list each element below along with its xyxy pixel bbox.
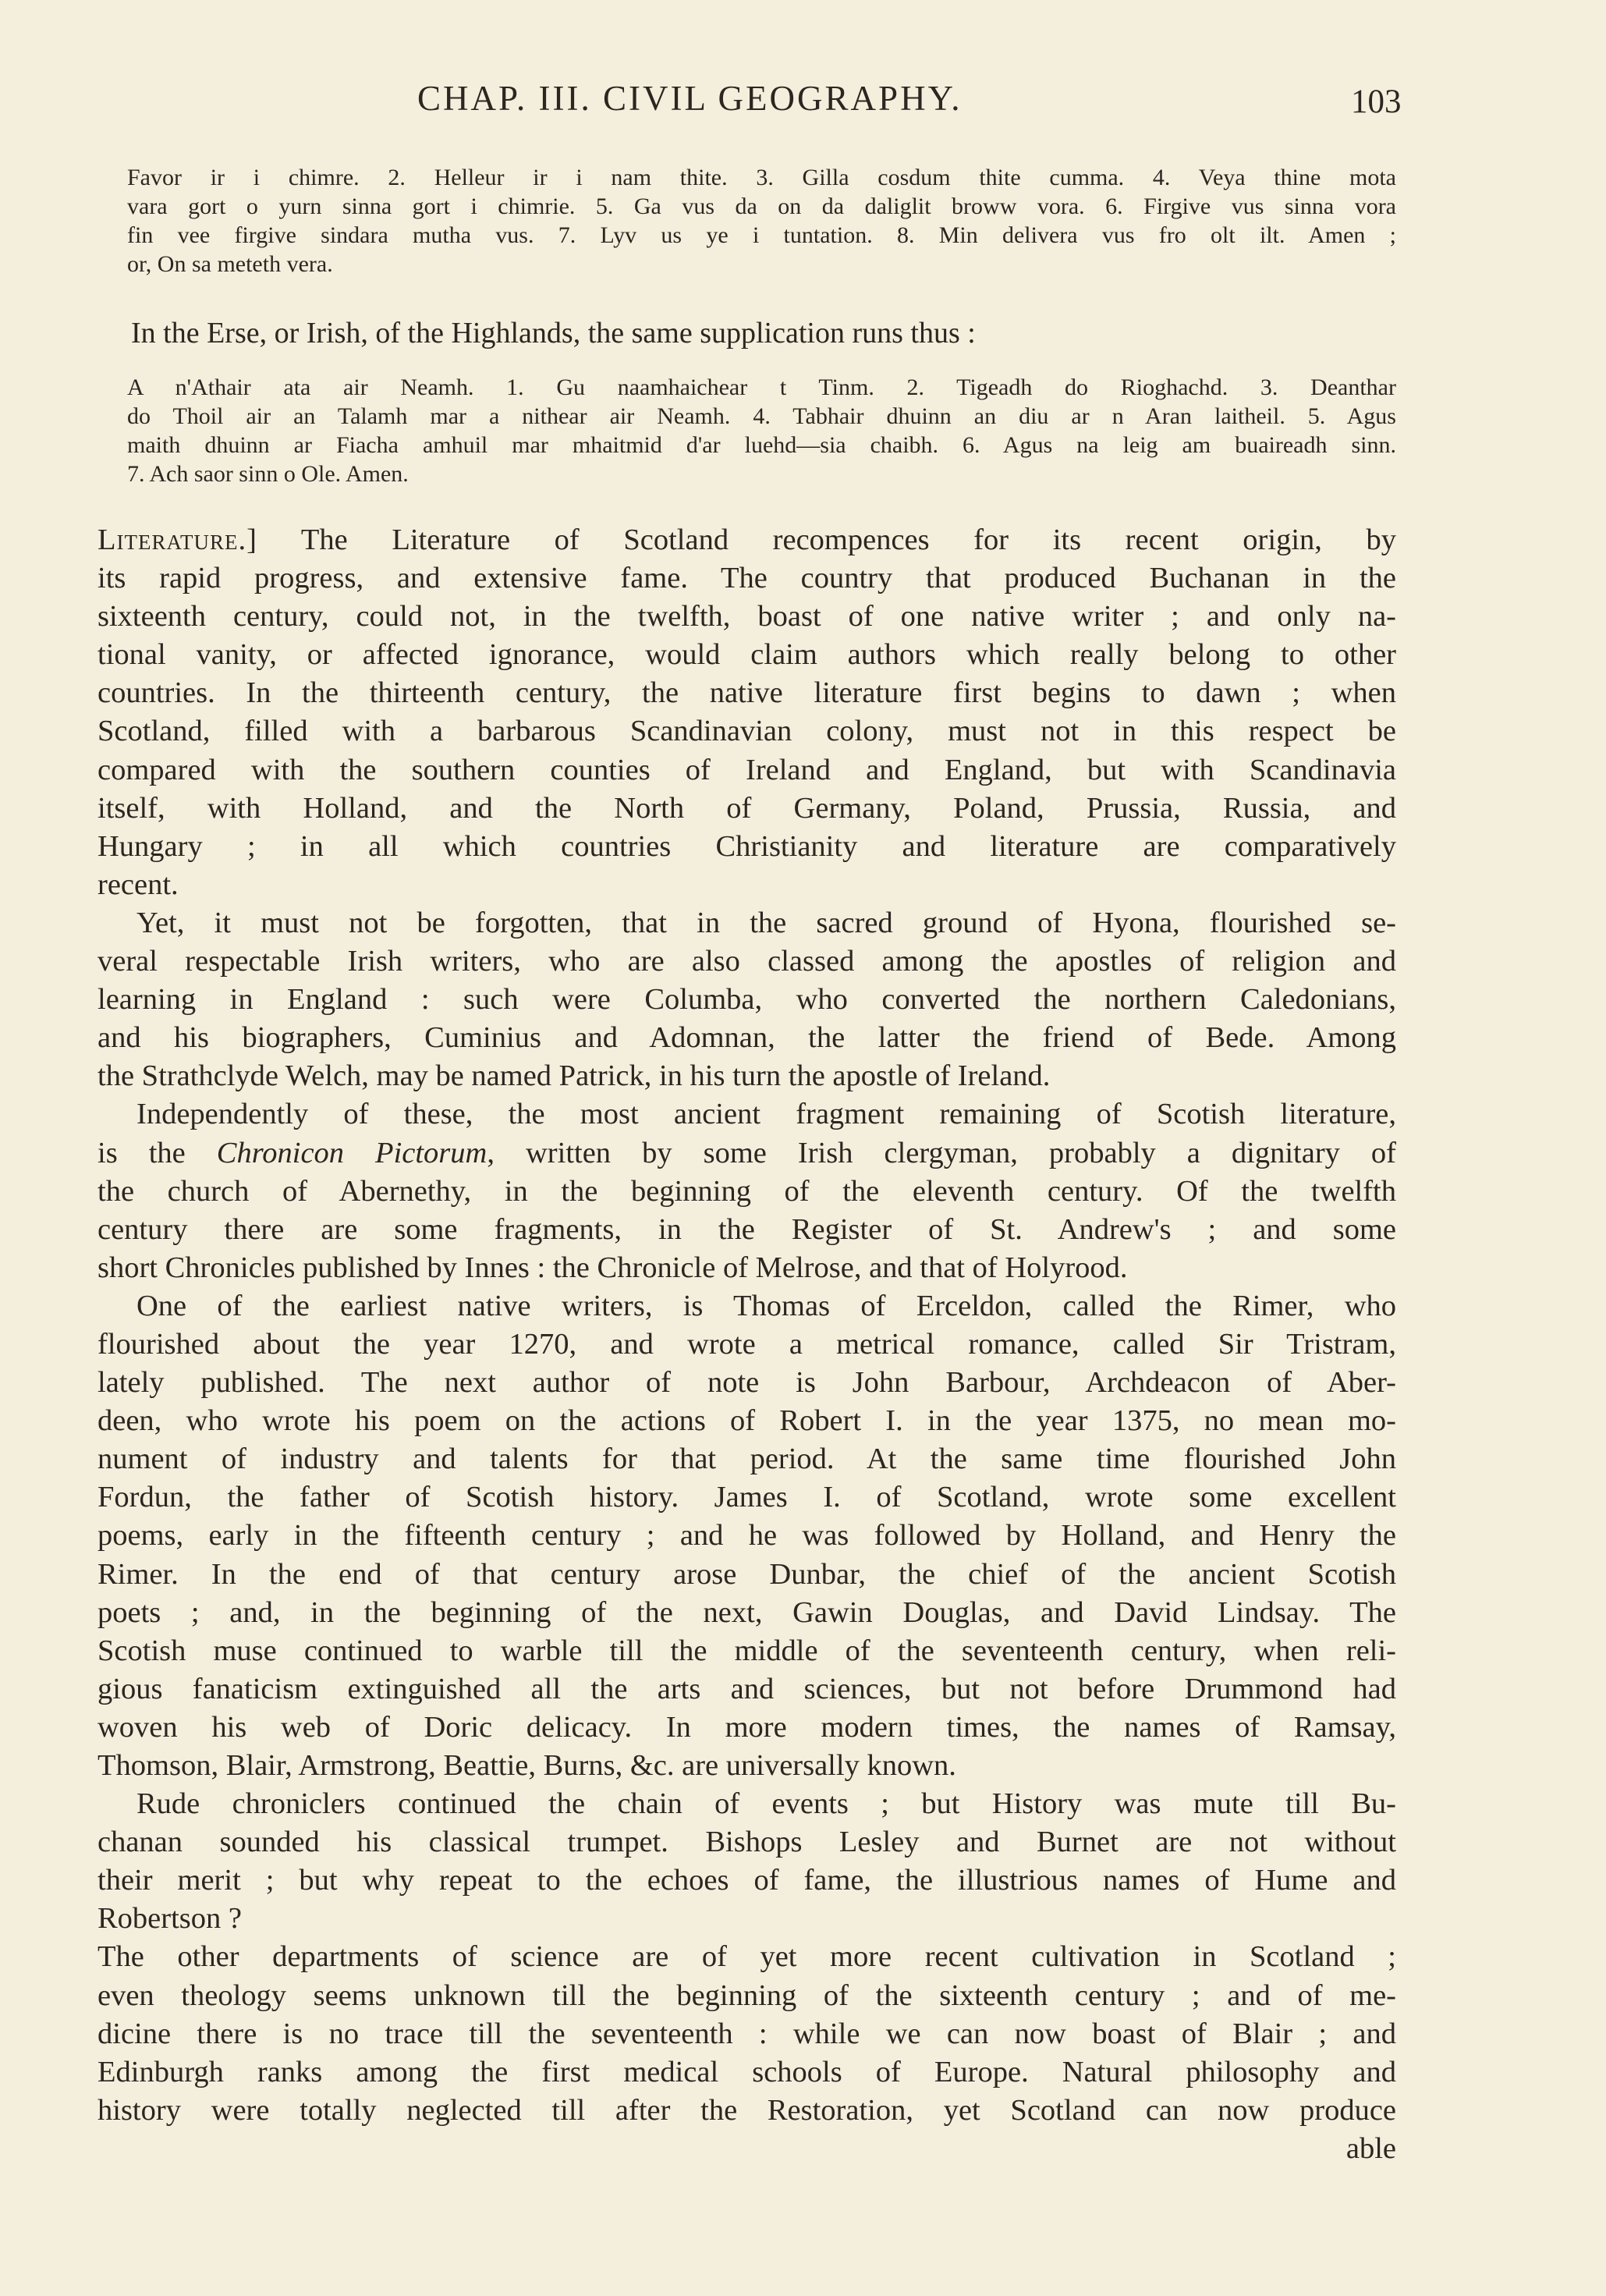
paragraph-line: short Chronicles published by Innes : the Chronicle of Melrose, and that of Holyrood. <box>97 1251 1128 1284</box>
paragraph-line: lately published. The next author of note is John Barbour, Archdeacon of Aber- <box>97 1366 1396 1400</box>
paragraph-line: veral respectable Irish writers, who are also classed among the apostles of religion and <box>97 945 1396 978</box>
paragraph-line: Robertson ? <box>97 1902 242 1936</box>
paragraph-line: learning in England : such were Columba, who converted the northern Caledonians, <box>97 983 1396 1017</box>
erse-prayer <box>127 373 1396 488</box>
page-number: 103 <box>1351 83 1402 120</box>
paragraph-line: Yet, it must not be forgotten, that in the sacred ground of Hyona, flourished se- <box>136 906 1396 939</box>
catchword: able <box>1345 2131 1396 2165</box>
literature-section <box>97 521 1396 2168</box>
paragraph-line: nument of industry and talents for that period. At the same time flourished John <box>97 1443 1396 1476</box>
paragraph-line: tional vanity, or affected ignorance, would claim authors which really belong to other <box>97 638 1396 672</box>
paragraph-line <box>97 521 1396 559</box>
running-head: CHAP. III. CIVIL GEOGRAPHY. <box>417 79 963 118</box>
paragraph-line: century there are some fragments, in the Register of St. Andrew's ; and some <box>97 1212 1396 1246</box>
paragraph-line: Scotland, filled with a barbarous Scandinavian colony, must not in this respect be <box>97 715 1396 748</box>
erse-prayer-line: A n'Athair ata air Neamh. 1. Gu naamhaichear t Tinm. 2. Tigeadh do Rioghachd. 3. Deanthar <box>127 374 1396 400</box>
paragraph-line: Rude chroniclers continued the chain of events ; but History was mute till Bu- <box>136 1787 1396 1821</box>
paragraph-text: , written by some Irish clergyman, probably a dignitary of <box>487 1136 1396 1169</box>
paragraph-line: deen, who wrote his poem on the actions of Robert I. in the year 1375, no mean mo- <box>97 1404 1396 1438</box>
paragraph-line: The other departments of science are of yet more recent cultivation in Scotland ; <box>97 1940 1396 1974</box>
paragraph-line: flourished about the year 1270, and wrote a metrical romance, called Sir Tristram, <box>97 1327 1396 1361</box>
paragraph-line: chanan sounded his classical trumpet. Bishops Lesley and Burnet are not without <box>97 1826 1396 1859</box>
paragraph-line: dicine there is no trace till the seventeenth : while we can now boast of Blair ; and <box>97 2017 1396 2050</box>
paragraph-line <box>97 1134 1396 1173</box>
paragraph-line: Rimer. In the end of that century arose Dunbar, the chief of the ancient Scotish <box>97 1557 1396 1591</box>
paragraph-text: The Literature of Scotland recompences for its recent origin, by <box>300 523 1396 556</box>
paragraph-line: history were totally neglected till after the Restoration, yet Scotland can now produce <box>97 2093 1396 2127</box>
manx-prayer-line: or, On sa meteth vera. <box>127 251 333 277</box>
paragraph-line: gious fanaticism extinguished all the arts and sciences, but not before Drummond had <box>97 1672 1396 1705</box>
manx-prayer-line: Favor ir i chimre. 2. Helleur ir i nam thite. 3. Gilla cosdum thite cumma. 4. Veya thine mota <box>127 165 1396 190</box>
section-heading: Literature.] <box>97 523 257 556</box>
paragraph-line: their merit ; but why repeat to the echoes of fame, the illustrious names of Hume and <box>97 1864 1396 1897</box>
paragraph-line: itself, with Holland, and the North of Germany, Poland, Prussia, Russia, and <box>97 791 1396 825</box>
paragraph-text: is the <box>97 1136 217 1169</box>
paragraph-line: Independently of these, the most ancient fragment remaining of Scotish literature, <box>136 1098 1396 1131</box>
paragraph-line: Edinburgh ranks among the first medical schools of Europe. Natural philosophy and <box>97 2055 1396 2088</box>
paragraph-line: the church of Abernethy, in the beginning of the eleventh century. Of the twelfth <box>97 1174 1396 1208</box>
manx-prayer-line: vara gort o yurn sinna gort i chimrie. 5. Ga vus da on da daliglit broww vora. 6. Firgive vus sinna vora <box>127 193 1396 219</box>
paragraph-line: recent. <box>97 868 179 901</box>
paragraph-line: countries. In the thirteenth century, the native literature first begins to dawn ; when <box>97 676 1396 710</box>
paragraph-line: Scotish muse continued to warble till the middle of the seventeenth century, when reli- <box>97 1634 1396 1667</box>
paragraph-line: poems, early in the fifteenth century ; and he was followed by Holland, and Henry the <box>97 1519 1396 1553</box>
paragraph-line: Fordun, the father of Scotish history. James I. of Scotland, wrote some excellent <box>97 1481 1396 1514</box>
page-header <box>0 78 1606 125</box>
erse-prayer-line: 7. Ach saor sinn o Ole. Amen. <box>127 461 409 487</box>
erse-intro: In the Erse, or Irish, of the Highlands, the same supplication runs thus : <box>131 317 976 350</box>
paragraph-line: and his biographers, Cuminius and Adomnan, the latter the friend of Bede. Among <box>97 1021 1396 1055</box>
paragraph-line: Thomson, Blair, Armstrong, Beattie, Burns, &c. are universally known. <box>97 1749 956 1782</box>
book-title: Chronicon Pictorum <box>216 1136 487 1169</box>
paragraph-line: sixteenth century, could not, in the twelfth, boast of one native writer ; and only na- <box>97 600 1396 633</box>
manx-prayer <box>127 163 1396 279</box>
manx-prayer-line: fin vee firgive sindara mutha vus. 7. Lyv us ye i tuntation. 8. Min delivera vus fro olt ilt. Amen ; <box>127 222 1396 248</box>
erse-prayer-line: do Thoil air an Talamh mar a nithear air Neamh. 4. Tabhair dhuinn an diu ar n Aran laitheil. 5. Agus <box>127 403 1396 429</box>
erse-prayer-line: maith dhuinn ar Fiacha amhuil mar mhaitmid d'ar luehd—sia chaibh. 6. Agus na leig am buaireadh sinn. <box>127 432 1396 458</box>
paragraph-line: woven his web of Doric delicacy. In more modern times, the names of Ramsay, <box>97 1710 1396 1744</box>
paragraph-line: poets ; and, in the beginning of the next, Gawin Douglas, and David Lindsay. The <box>97 1595 1396 1629</box>
paragraph-line: the Strathclyde Welch, may be named Patrick, in his turn the apostle of Ireland. <box>97 1059 1051 1093</box>
paragraph-line: One of the earliest native writers, is Thomas of Erceldon, called the Rimer, who <box>136 1289 1396 1322</box>
paragraph-line: Hungary ; in all which countries Christianity and literature are comparatively <box>97 829 1396 863</box>
paragraph-line: compared with the southern counties of Ireland and England, but with Scandinavia <box>97 753 1396 786</box>
paragraph-line: its rapid progress, and extensive fame. The country that produced Buchanan in the <box>97 562 1396 595</box>
paragraph-line: even theology seems unknown till the beginning of the sixteenth century ; and of me- <box>97 1978 1396 2012</box>
